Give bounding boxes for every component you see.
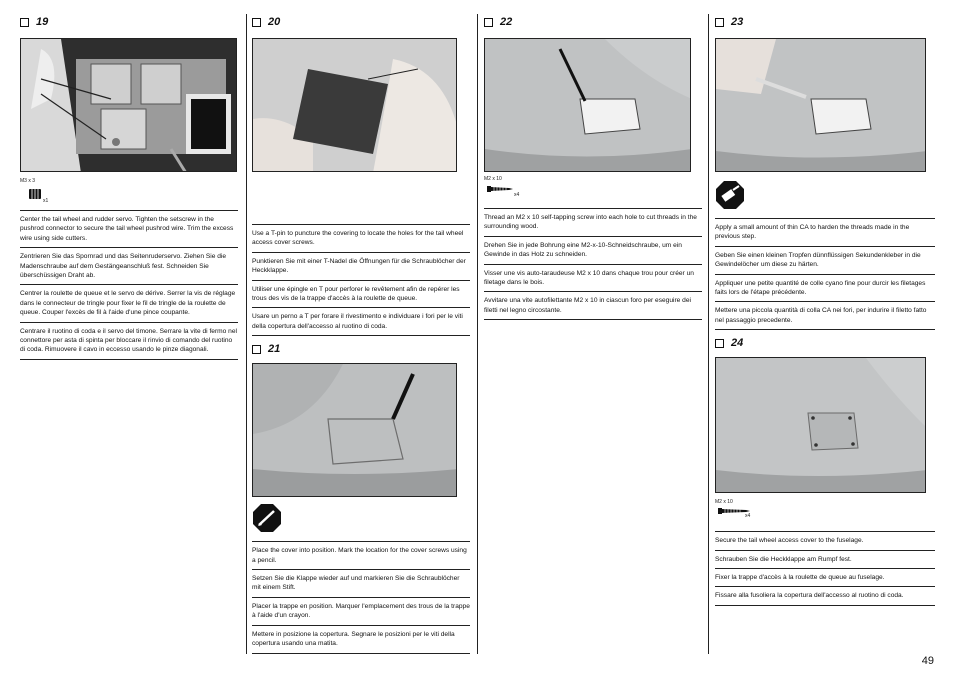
pencil-warning-icon [252, 503, 282, 533]
step-24-header [715, 335, 935, 351]
hardware-callout [20, 178, 238, 208]
instruction-it: Usare un perno a T per forare il rivestimento e individuare i fori per le viti della copertura dell'accesso al ruotino di coda. [252, 308, 470, 336]
instruction-list [252, 224, 470, 336]
instruction-en: Thread an M2 x 10 self-tapping screw into each hole to cut threads in the surrounding wood. [484, 208, 702, 237]
step-number: 21 [268, 343, 281, 356]
step-20-photo [252, 38, 457, 172]
instruction-list [20, 210, 238, 360]
instruction-it: Centrare il ruotino di coda e il servo del timone. Serrare la vite di fermo nel connettore per asta di spinta per bloccare il rinvio di comando del ruotino di coda. Rimuovere il cavo in eccesso usando le pinze diagonali. [20, 323, 238, 360]
instruction-it: Avvitare una vite autofilettante M2 x 10 in ciascun foro per eseguire dei filetti nel legno circostante. [484, 292, 702, 320]
instruction-list [484, 208, 702, 320]
hardware-qty: x1 [43, 198, 49, 204]
step-number: 23 [731, 16, 744, 28]
instruction-en: Use a T-pin to puncture the covering to locate the holes for the tail wheel access cover screws. [252, 224, 470, 253]
column-step-19 [20, 14, 238, 360]
instruction-de: Zentrieren Sie das Spornrad und das Seitenruderservo. Ziehen Sie die Madenschraube auf dem Gestängeanschluß fest. Schneiden Sie überschüssigen Draht ab. [20, 248, 238, 285]
instruction-it: Mettere in posizione la copertura. Segnare le posizioni per le viti della copertura usando una matita. [252, 626, 470, 654]
column-divider [708, 14, 709, 654]
instruction-en: Place the cover into position. Mark the location for the cover screws using a pencil. [252, 541, 470, 570]
step-21-header [252, 341, 470, 357]
column-divider [477, 14, 478, 654]
checkbox-icon[interactable] [715, 18, 724, 27]
step-19-photo [20, 38, 237, 172]
page-number: 49 [921, 655, 934, 667]
checkbox-icon[interactable] [252, 18, 261, 27]
instruction-fr: Utiliser une épingle en T pour perforer le revêtement afin de repérer les trous des vis de la trappe d'accès à la roulette de queue. [252, 281, 470, 309]
ca-glue-illustration [716, 39, 926, 172]
step-22-photo [484, 38, 691, 172]
hardware-label: M2 x 10 [715, 499, 733, 506]
instruction-list [252, 541, 470, 653]
step-21-photo [252, 363, 457, 497]
instruction-fr: Fixer la trappe d'accès à la roulette de queue au fuselage. [715, 569, 935, 587]
step-22-header [484, 14, 702, 30]
instruction-it: Fissare alla fusoliera la copertura dell'accesso al ruotino di coda. [715, 587, 935, 605]
step-number: 19 [36, 16, 49, 28]
instruction-fr: Appliquer une petite quantité de colle cyano fine pour durcir les filetages faits lors de l'étape précédente. [715, 275, 935, 303]
screw-icon [487, 184, 513, 194]
instruction-list [715, 531, 935, 606]
checkbox-icon[interactable] [484, 18, 493, 27]
instruction-fr: Placer la trappe en position. Marquer l'emplacement des trous de la trappe à l'aide d'un crayon. [252, 598, 470, 626]
instruction-it: Mettere una piccola quantità di colla CA nei fori, per indurire il filetto fatto nel passaggio precedente. [715, 302, 935, 330]
screw-threading-illustration [485, 39, 691, 172]
checkbox-icon[interactable] [252, 345, 261, 354]
step-19-header [20, 14, 238, 30]
column-step-22 [484, 14, 702, 320]
instruction-de: Setzen Sie die Klappe wieder auf und markieren Sie die Schraublöcher mit einem Stift. [252, 570, 470, 598]
hardware-qty: x4 [514, 192, 520, 198]
step-number: 24 [731, 337, 744, 350]
column-divider [246, 14, 247, 654]
hardware-qty: x4 [745, 513, 751, 520]
glue-warning-icon [715, 180, 745, 210]
checkbox-icon[interactable] [715, 339, 724, 348]
step-23-photo [715, 38, 926, 172]
hardware-callout [484, 176, 702, 206]
hardware-label: M3 x 3 [20, 178, 36, 184]
warning-callout [715, 180, 935, 215]
step-24-photo [715, 357, 926, 493]
instruction-de: Drehen Sie in jede Bohrung eine M2-x-10-Schneidschraube, um ein Gewinde in das Holz zu schneiden. [484, 237, 702, 265]
step-20-header [252, 14, 470, 30]
pencil-marking-illustration [253, 364, 457, 497]
instruction-de: Schrauben Sie die Heckklappe am Rumpf fest. [715, 551, 935, 569]
instruction-de: Punktieren Sie mit einer T-Nadel die Öffnungen für die Schraublöcher der Heckklappe. [252, 253, 470, 281]
instruction-de: Geben Sie einen kleinen Tropfen dünnflüssigen Sekundenkleber in die Gewindelöcher um diese zu härten. [715, 247, 935, 275]
checkbox-icon[interactable] [20, 18, 29, 27]
instruction-en: Center the tail wheel and rudder servo. Tighten the setscrew in the pushrod connector to secure the tail wheel pushrod wire. Trim the excess wire using side cutters. [20, 210, 238, 248]
warning-callout [252, 503, 470, 538]
hardware-callout [715, 499, 935, 525]
instruction-fr: Visser une vis auto-taraudeuse M2 x 10 dans chaque trou pour créer un filetage dans le bois. [484, 265, 702, 293]
column-step-23-24 [715, 14, 935, 606]
instruction-list [715, 218, 935, 330]
column-step-20-21 [252, 14, 470, 654]
instruction-en: Apply a small amount of thin CA to harden the threads made in the previous step. [715, 218, 935, 247]
screw-icon [29, 188, 43, 200]
instruction-en: Secure the tail wheel access cover to the fuselage. [715, 531, 935, 550]
instruction-fr: Centrer la roulette de queue et le servo de dérive. Serrer la vis de réglage dans le connecteur de tringle pour fixer le fil de tringle de la roulette de queue. Couper l'excès de fil à l'aide d'une pince coupante. [20, 285, 238, 322]
step-number: 22 [500, 16, 513, 28]
step-23-header [715, 14, 935, 30]
t-pin-cover-illustration [253, 39, 457, 172]
hardware-label: M2 x 10 [484, 176, 502, 182]
cover-secured-illustration [716, 358, 926, 493]
servo-tray-illustration [21, 39, 237, 172]
step-number: 20 [268, 16, 281, 28]
